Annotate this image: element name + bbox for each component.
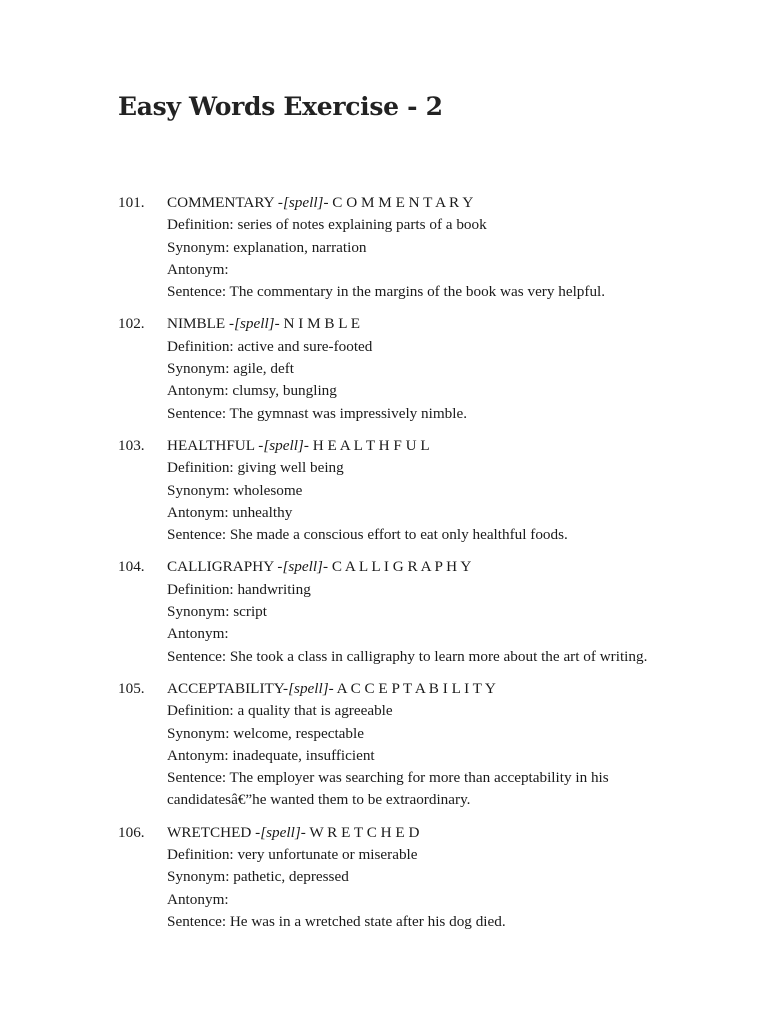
entry-spelled: - C A L L I G R A P H Y xyxy=(322,558,472,576)
entry-word: COMMENTARY - xyxy=(167,194,283,211)
entry-body xyxy=(167,435,678,546)
entry-sentence: Sentence: She made a conscious effort to eat only healthful foods. xyxy=(167,526,568,544)
word-entries xyxy=(118,192,678,943)
spell-tag: [spell] xyxy=(282,558,323,576)
word-entry-106 xyxy=(118,822,678,933)
entry-body xyxy=(167,822,678,933)
entry-number: 101. xyxy=(118,194,145,211)
entry-synonym: Synonym: script xyxy=(167,603,267,621)
entry-body xyxy=(167,192,678,303)
word-entry-101 xyxy=(118,192,678,303)
entry-headword-line xyxy=(167,192,678,214)
entry-antonym: Antonym: unhealthy xyxy=(167,503,293,521)
word-entry-105 xyxy=(118,678,678,812)
entry-definition: Definition: active and sure-footed xyxy=(167,337,373,355)
entry-number: 106. xyxy=(118,823,145,841)
entry-word: CALLIGRAPHY - xyxy=(167,558,283,576)
spell-tag: [spell] xyxy=(234,315,275,333)
entry-synonym: Synonym: explanation, narration xyxy=(167,238,367,256)
entry-sentence: Sentence: She took a class in calligraphy to learn more about the art of writing. xyxy=(167,647,648,665)
spell-tag: [spell] xyxy=(282,194,324,211)
entry-synonym: Synonym: agile, deft xyxy=(167,360,294,378)
entry-spelled: - N I M B L E xyxy=(274,315,361,333)
entry-headword-line xyxy=(167,678,678,700)
entry-word: ACCEPTABILITY- xyxy=(167,679,289,697)
entry-word: NIMBLE - xyxy=(167,315,235,333)
entry-definition: Definition: very unfortunate or miserable xyxy=(167,846,418,864)
entry-spelled: - W R E T C H E D xyxy=(300,823,420,841)
entry-word: WRETCHED - xyxy=(167,823,261,841)
entry-body xyxy=(167,678,678,812)
entry-number: 105. xyxy=(118,679,145,697)
entry-spelled: - H E A L T H F U L xyxy=(303,436,430,454)
entry-body xyxy=(167,313,678,424)
entry-spelled: - A C C E P T A B I L I T Y xyxy=(328,679,496,697)
page-title: Easy Words Exercise - 2 xyxy=(118,92,443,121)
entry-synonym: Synonym: welcome, respectable xyxy=(167,724,364,742)
entry-body xyxy=(167,556,678,667)
word-entry-102 xyxy=(118,313,678,424)
entry-sentence: Sentence: He was in a wretched state after his dog died. xyxy=(167,912,506,930)
spell-tag: [spell] xyxy=(288,679,329,697)
entry-number: 102. xyxy=(118,315,145,333)
spell-tag: [spell] xyxy=(260,823,301,841)
word-entry-103 xyxy=(118,435,678,546)
entry-headword-line xyxy=(167,822,678,844)
entry-number: 104. xyxy=(118,558,145,576)
entry-sentence: Sentence: The employer was searching for more than acceptability in his candidatesâ€”he wanted them to be extraordinary. xyxy=(167,769,609,809)
entry-definition: Definition: giving well being xyxy=(167,459,344,477)
entry-sentence: Sentence: The commentary in the margins of the book was very helpful. xyxy=(167,283,606,301)
entry-headword-line xyxy=(167,435,678,457)
entry-antonym: Antonym: inadequate, insufficient xyxy=(167,746,375,764)
entry-antonym: Antonym: xyxy=(167,625,229,643)
entry-antonym: Antonym: xyxy=(167,890,229,908)
entry-sentence: Sentence: The gymnast was impressively nimble. xyxy=(167,404,468,422)
entry-definition: Definition: handwriting xyxy=(167,580,311,598)
entry-definition: Definition: a quality that is agreeable xyxy=(167,702,393,720)
entry-number: 103. xyxy=(118,436,145,454)
entry-definition: Definition: series of notes explaining parts of a book xyxy=(167,216,487,234)
entry-antonym: Antonym: xyxy=(167,260,229,278)
entry-synonym: Synonym: wholesome xyxy=(167,481,303,499)
word-entry-104 xyxy=(118,556,678,667)
entry-synonym: Synonym: pathetic, depressed xyxy=(167,868,349,886)
entry-headword-line xyxy=(167,556,678,578)
entry-word: HEALTHFUL - xyxy=(167,436,264,454)
entry-headword-line xyxy=(167,313,678,335)
entry-antonym: Antonym: clumsy, bungling xyxy=(167,382,337,400)
spell-tag: [spell] xyxy=(263,436,304,454)
entry-spelled: - C O M M E N T A R Y xyxy=(323,194,474,211)
